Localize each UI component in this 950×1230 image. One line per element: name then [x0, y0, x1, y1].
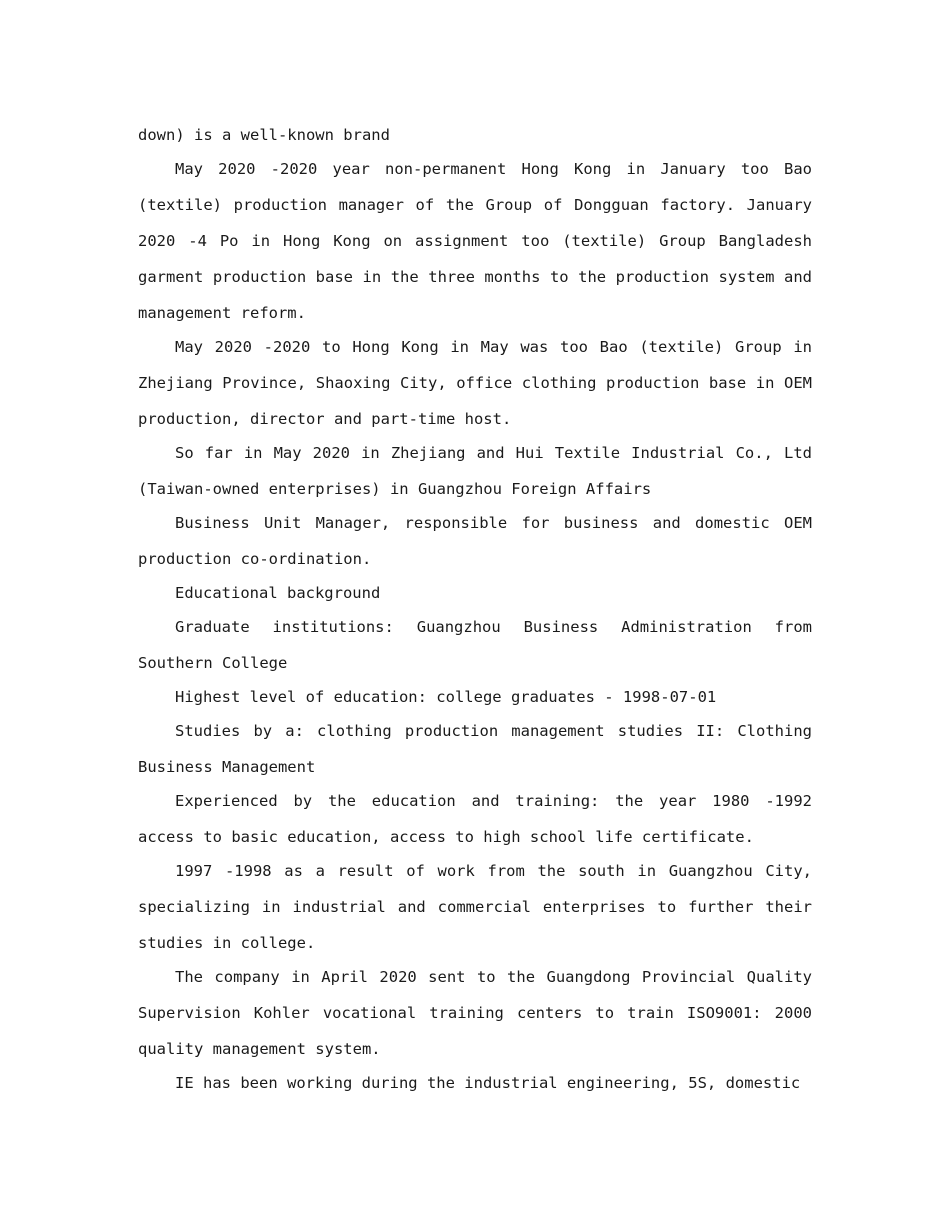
paragraph-highest-education: Highest level of education: college graduates - 1998-07-01	[175, 688, 717, 706]
paragraph-continuation: down) is a well-known brand	[138, 126, 390, 144]
paragraph-studies: Studies by a: clothing production management studies II: Clothing Business Management	[138, 722, 812, 776]
paragraph-basic-education: Experienced by the education and training: the year 1980 -1992 access to basic education, access to high school life certificate.	[138, 792, 812, 846]
paragraph-graduate-institutions: Graduate institutions: Guangzhou Business Administration from Southern College	[138, 618, 812, 672]
document-body	[138, 117, 812, 1099]
paragraph-iso-training: The company in April 2020 sent to the Guangdong Provincial Quality Supervision Kohler vocational training centers to train ISO9001: 2000 quality management system.	[138, 968, 812, 1058]
paragraph-college-studies: 1997 -1998 as a result of work from the south in Guangzhou City, specializing in industrial and commercial enterprises to further their studies in college.	[138, 862, 812, 952]
paragraph-dongguan-production-manager: May 2020 -2020 year non-permanent Hong Kong in January too Bao (textile) production manager of the Group of Dongguan factory. January 2020 -4 Po in Hong Kong on assignment too (textile) Group Bangladesh garment production base in the three months to the production system and management reform.	[138, 160, 812, 322]
paragraph-hui-textile: So far in May 2020 in Zhejiang and Hui Textile Industrial Co., Ltd (Taiwan-owned enterprises) in Guangzhou Foreign Affairs	[138, 444, 812, 498]
paragraph-industrial-engineering: IE has been working during the industrial engineering, 5S, domestic	[175, 1074, 801, 1092]
section-heading-education: Educational background	[175, 584, 381, 602]
paragraph-shaoxing-oem-director: May 2020 -2020 to Hong Kong in May was too Bao (textile) Group in Zhejiang Province, Shaoxing City, office clothing production base in OEM production, director and part-time host.	[138, 338, 812, 428]
paragraph-business-unit-manager: Business Unit Manager, responsible for business and domestic OEM production co-ordination.	[138, 514, 812, 568]
